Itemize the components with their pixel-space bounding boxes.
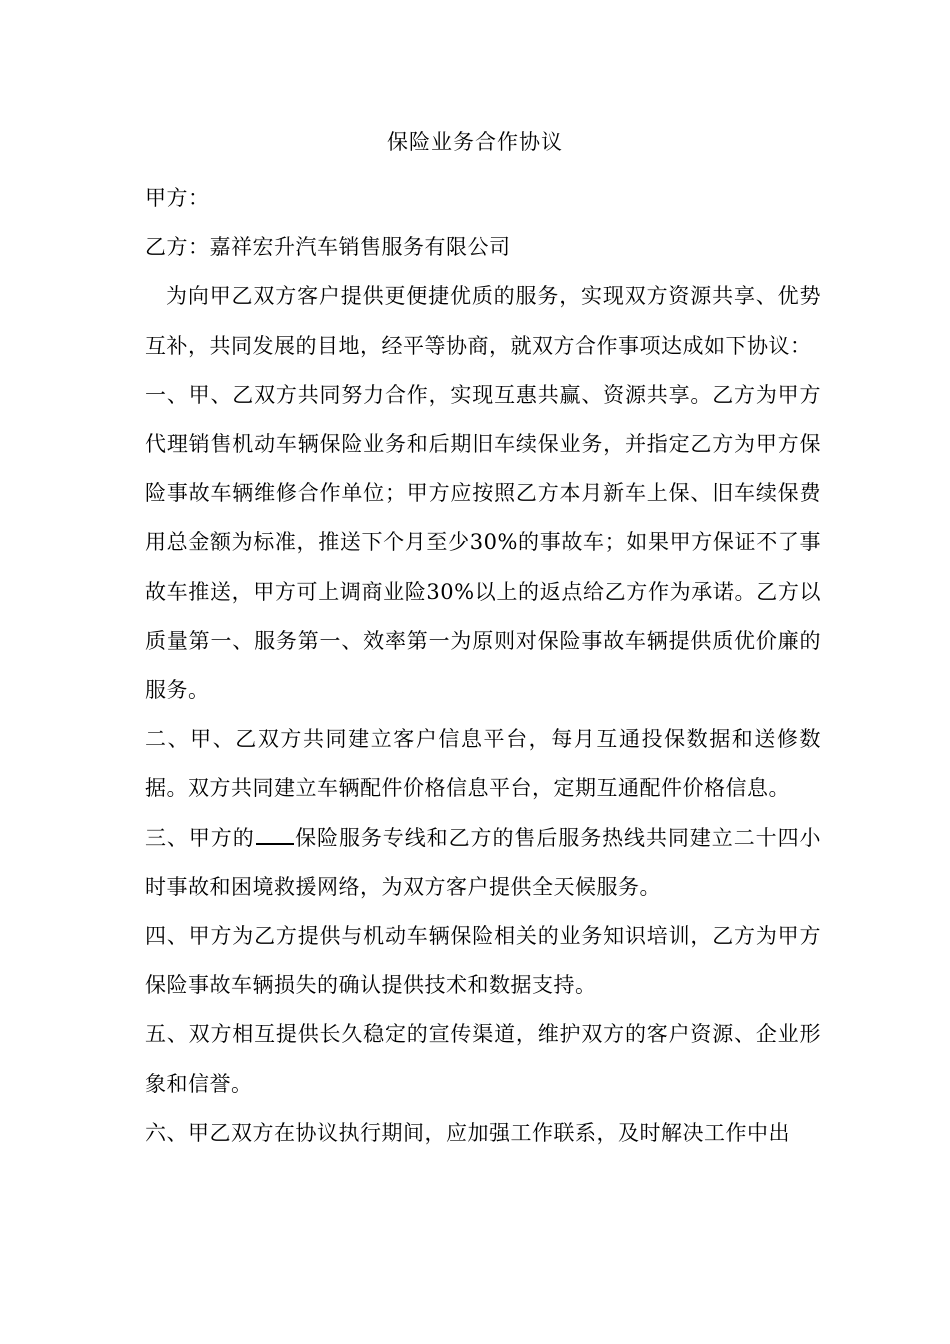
document-body <box>145 174 821 1158</box>
clause-2: 二、甲、乙双方共同建立客户信息平台，每月互通投保数据和送修数据。双方共同建立车辆配件价格信息平台，定期互通配件价格信息。 <box>145 727 821 801</box>
clause-3-text-before: 三、甲方的 <box>145 825 255 850</box>
document-title: 保险业务合作协议 <box>387 130 563 154</box>
clause-1: 一、甲、乙双方共同努力合作，实现互惠共赢、资源共享。乙方为甲方代理销售机动车辆保险业务和后期旧车续保业务，并指定乙方为甲方保险事故车辆维修合作单位；甲方应按照乙方本月新车上保、旧车续保费用总金额为标准，推送下个月至少30%的事故车；如果甲方保证不了事故车推送，甲方可上调商业险30%以上的返点给乙方作为承诺。乙方以质量第一、服务第一、效率第一为原则对保险事故车辆提供质优价廉的服务。 <box>145 382 821 703</box>
fill-in-blank-line <box>256 825 294 845</box>
party-b-line: 乙方：嘉祥宏升汽车销售服务有限公司 <box>145 235 511 260</box>
clause-3 <box>145 814 821 912</box>
clause-6: 六、甲乙双方在协议执行期间，应加强工作联系，及时解决工作中出 <box>145 1120 790 1145</box>
clause-3-text-after: 保险服务专线和乙方的售后服务热线共同建立二十四小时事故和困境救援网络，为双方客户提供全天候服务。 <box>145 825 821 899</box>
clause-5: 五、双方相互提供长久稳定的宣传渠道，维护双方的客户资源、企业形象和信誉。 <box>145 1022 821 1096</box>
preamble-paragraph: 为向甲乙双方客户提供更便捷优质的服务，实现双方资源共享、优势互补，共同发展的目地，经平等协商，就双方合作事项达成如下协议： <box>145 284 821 358</box>
party-a-line: 甲方： <box>145 186 210 210</box>
clause-4: 四、甲方为乙方提供与机动车辆保险相关的业务知识培训，乙方为甲方保险事故车辆损失的确认提供技术和数据支持。 <box>145 924 821 998</box>
